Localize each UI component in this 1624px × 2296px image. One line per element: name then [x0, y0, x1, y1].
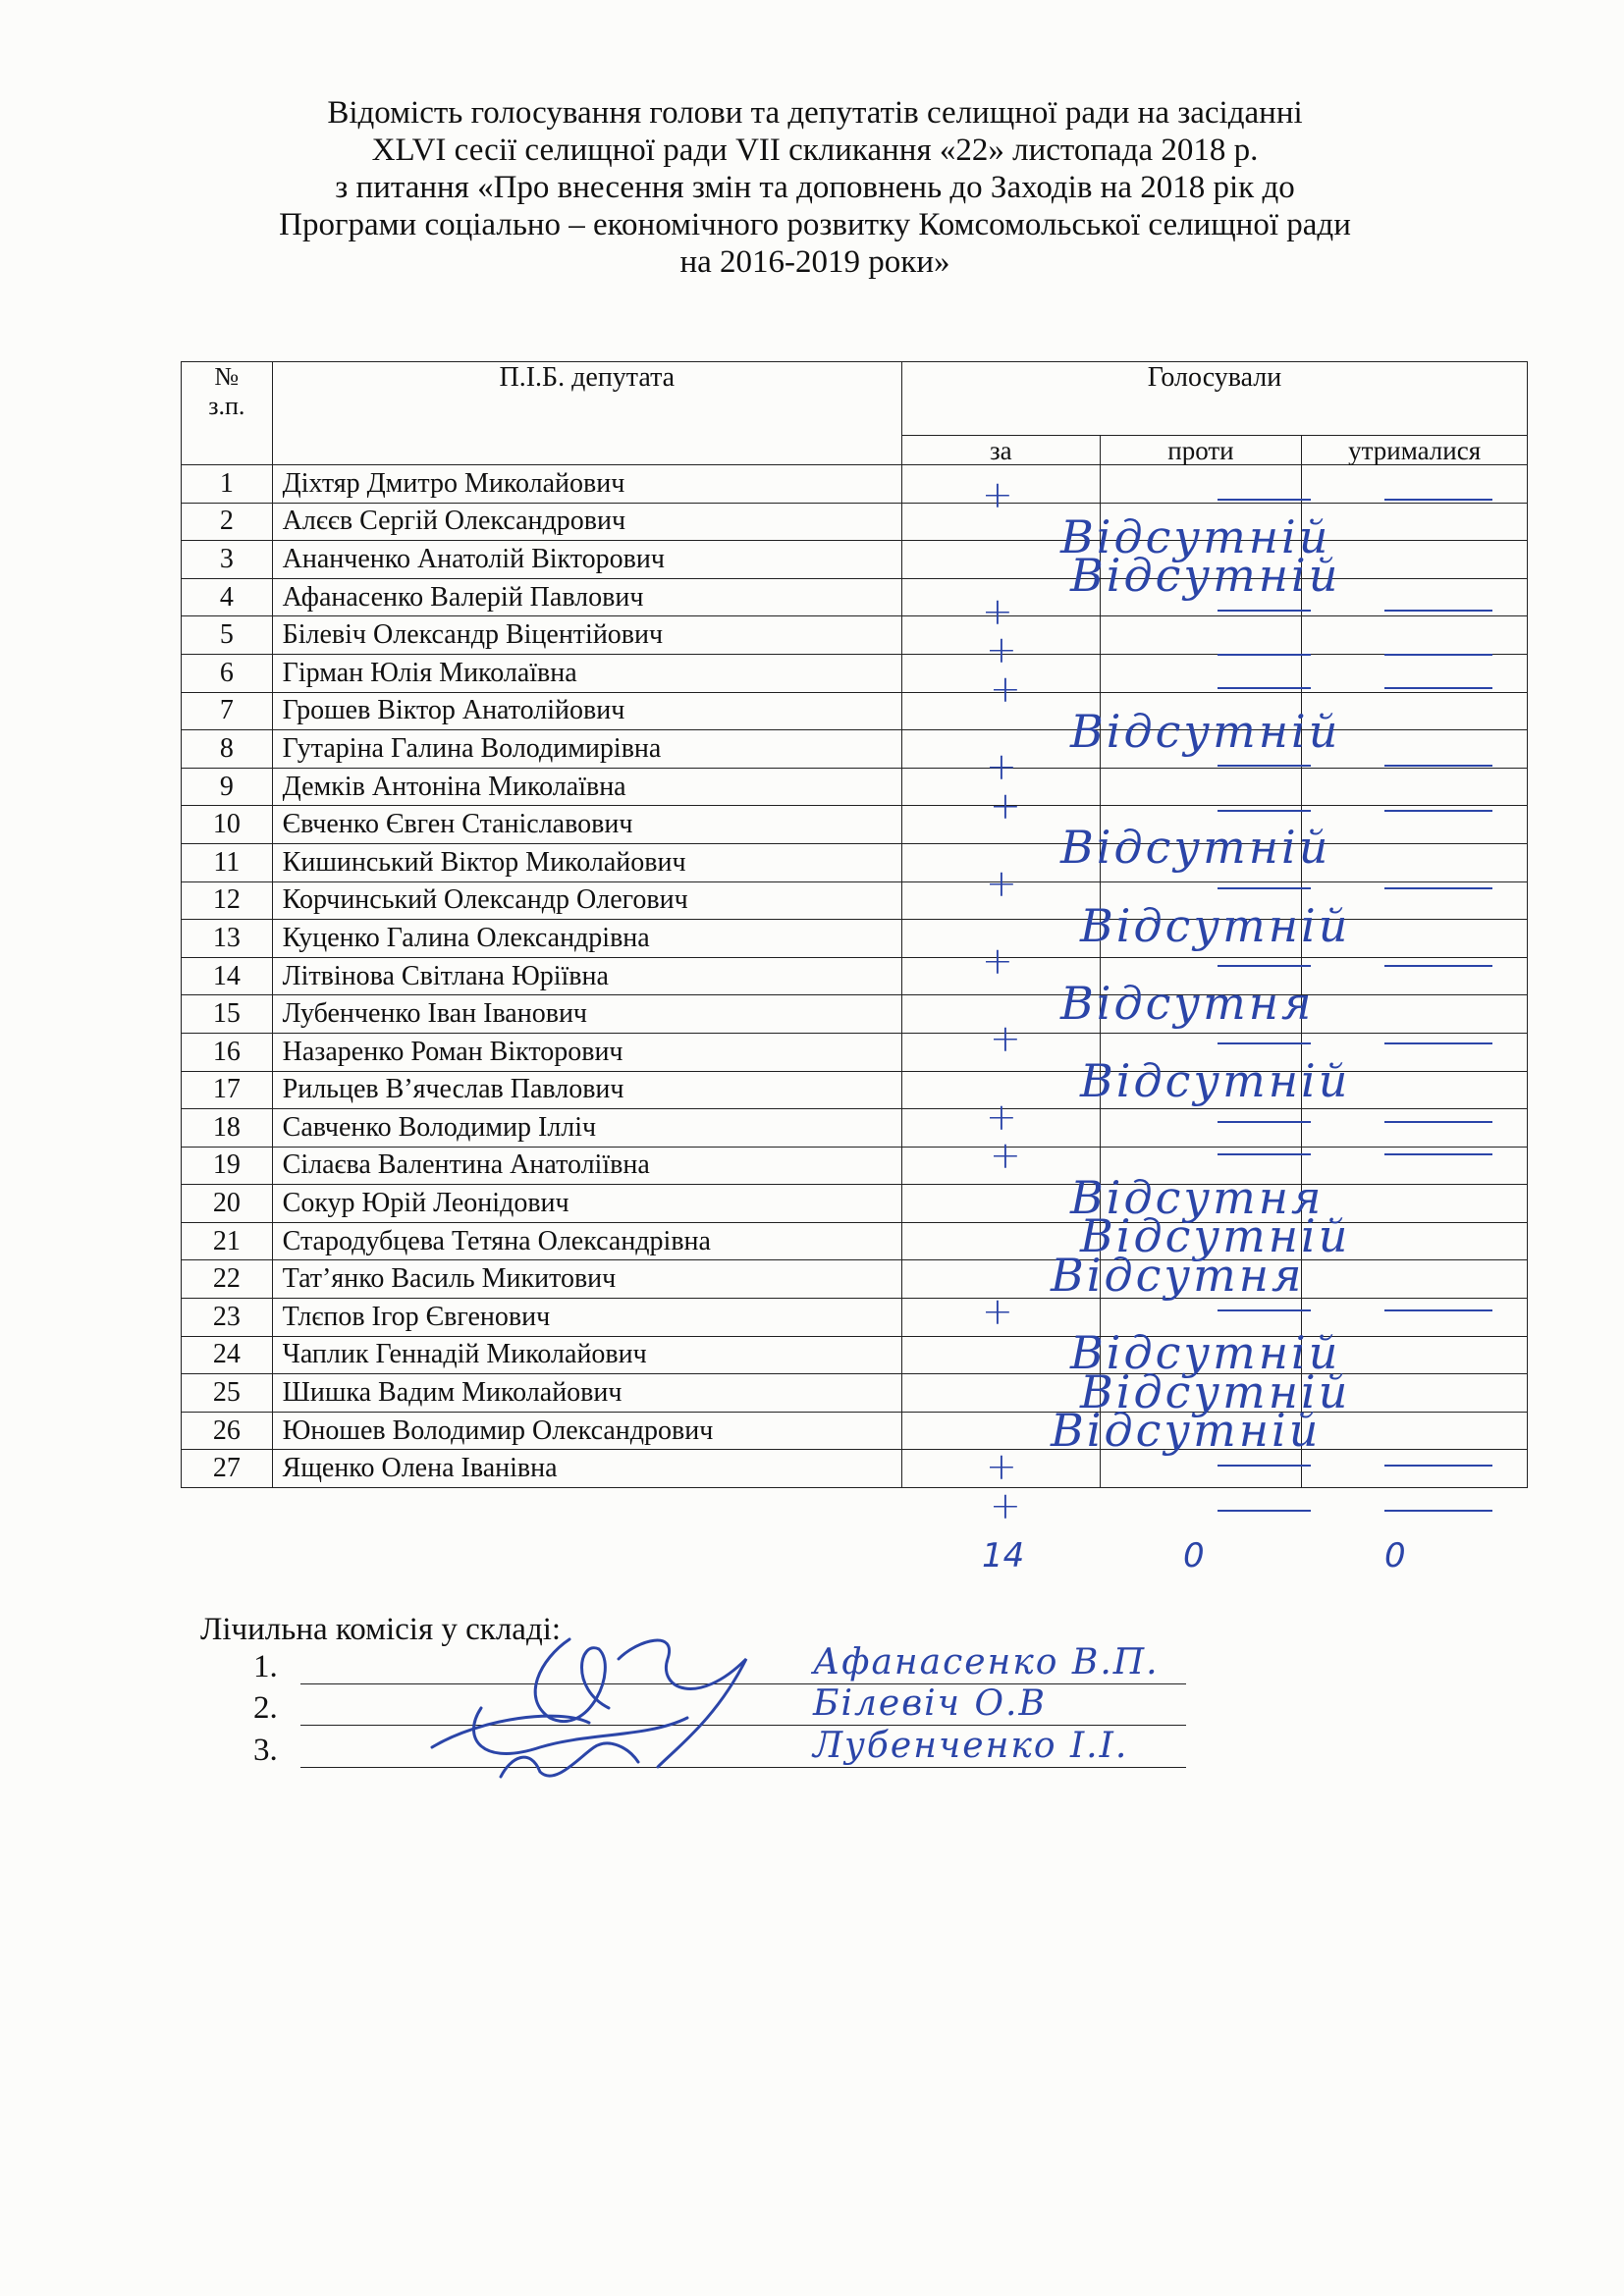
member-name: Лубенченко І.І. — [813, 1726, 1129, 1766]
member-name: Афанасенко В.П. — [813, 1642, 1160, 1682]
row-num: 26 — [182, 1412, 273, 1450]
absent-mark: Відсутній — [1080, 898, 1351, 952]
table-row — [182, 616, 1528, 655]
deputy-name: Ященко Олена Іванівна — [272, 1450, 901, 1488]
plus-mark: + — [990, 1483, 1021, 1527]
deputy-name: Афанасенко Валерій Павлович — [272, 578, 901, 616]
row-num: 11 — [182, 843, 273, 881]
member-num: 1. — [253, 1649, 278, 1684]
dash-mark — [1384, 1153, 1492, 1155]
title-line: на 2016-2019 роки» — [679, 244, 950, 280]
cell-utrymalysia — [1302, 465, 1528, 504]
signatures-drawing — [422, 1600, 795, 1796]
cell-utrymalysia — [1302, 503, 1528, 541]
table-row — [182, 957, 1528, 995]
plus-mark: + — [986, 1095, 1017, 1139]
dash-mark — [1384, 810, 1492, 812]
dash-mark — [1218, 965, 1311, 967]
row-num: 6 — [182, 654, 273, 692]
deputy-name: Гірман Юлія Миколаївна — [272, 654, 901, 692]
row-num: 9 — [182, 768, 273, 806]
plus-mark: + — [986, 745, 1017, 789]
dash-mark — [1384, 965, 1492, 967]
dash-mark — [1384, 499, 1492, 501]
deputy-name: Шишка Вадим Миколайович — [272, 1374, 901, 1413]
deputy-name: Тлєпов Ігор Євгенович — [272, 1299, 901, 1337]
cell-proty — [1100, 465, 1302, 504]
title-line: Відомість голосування голови та депутатів селищної ради на засіданні — [327, 95, 1303, 131]
plus-mark: + — [982, 473, 1013, 516]
row-num: 12 — [182, 881, 273, 920]
cell-utrymalysia — [1302, 1109, 1528, 1148]
dash-mark — [1384, 687, 1492, 689]
deputy-name: Назаренко Роман Вікторович — [272, 1033, 901, 1071]
dash-mark — [1384, 610, 1492, 612]
absent-mark: Відсутній — [1070, 1326, 1341, 1380]
absent-mark: Відсутня — [1060, 976, 1315, 1030]
absent-mark: Відсутній — [1051, 1404, 1322, 1458]
table-row — [182, 1109, 1528, 1148]
document-title — [147, 94, 1483, 281]
cell-utrymalysia — [1302, 843, 1528, 881]
dash-mark — [1384, 654, 1492, 656]
row-num: 16 — [182, 1033, 273, 1071]
table-row — [182, 995, 1528, 1034]
deputy-name: Савченко Володимир Ілліч — [272, 1109, 901, 1148]
dash-mark — [1218, 687, 1311, 689]
plus-mark: + — [982, 939, 1013, 984]
header-proty: проти — [1100, 436, 1302, 465]
deputy-name: Сокур Юрій Леонідович — [272, 1185, 901, 1223]
row-num: 3 — [182, 541, 273, 579]
header-name: П.І.Б. депутата — [272, 362, 901, 465]
header-utrymalysia: утрималися — [1302, 436, 1528, 465]
absent-mark: Відсутній — [1060, 821, 1331, 875]
dash-mark — [1384, 765, 1492, 767]
deputy-name: Сілаєва Валентина Анатоліївна — [272, 1147, 901, 1185]
plus-mark: + — [986, 862, 1017, 905]
table-row — [182, 1260, 1528, 1299]
row-num: 1 — [182, 465, 273, 504]
dash-mark — [1218, 1510, 1311, 1512]
absent-mark: Відсутня — [1051, 1249, 1305, 1302]
row-num: 2 — [182, 503, 273, 541]
row-num: 19 — [182, 1147, 273, 1185]
deputy-name: Чаплик Геннадій Миколайович — [272, 1336, 901, 1374]
deputy-name: Тат’янко Василь Микитович — [272, 1260, 901, 1299]
title-line: з питання «Про внесення змін та доповнень до Заходів на 2018 рік до — [335, 170, 1295, 205]
dash-mark — [1218, 499, 1311, 501]
member-num: 3. — [253, 1733, 278, 1768]
total-za: 14 — [982, 1536, 1025, 1575]
absent-mark: Відсутня — [1070, 1170, 1325, 1224]
deputy-name: Євченко Євген Станіславович — [272, 806, 901, 844]
dash-mark — [1218, 1042, 1311, 1044]
plus-mark: + — [990, 783, 1021, 828]
plus-mark: + — [990, 1017, 1021, 1061]
table-row — [182, 465, 1528, 504]
row-num: 24 — [182, 1336, 273, 1374]
absent-mark: Відсутній — [1060, 509, 1331, 563]
dash-mark — [1218, 654, 1311, 656]
title-line: Програми соціально – економічного розвитку Комсомольської селищної ради — [279, 207, 1351, 242]
plus-mark: + — [986, 1445, 1017, 1488]
cell-proty — [1100, 768, 1302, 806]
row-num: 10 — [182, 806, 273, 844]
member-num: 2. — [253, 1690, 278, 1726]
deputy-name: Стародубцева Тетяна Олександрівна — [272, 1222, 901, 1260]
cell-proty — [1100, 1109, 1302, 1148]
row-num: 7 — [182, 692, 273, 730]
deputy-name: Літвінова Світлана Юріївна — [272, 957, 901, 995]
absent-mark: Відсутній — [1080, 1364, 1351, 1418]
dash-mark — [1218, 1465, 1311, 1467]
row-num: 20 — [182, 1185, 273, 1223]
row-num: 18 — [182, 1109, 273, 1148]
plus-mark: + — [990, 1134, 1021, 1178]
header-voted: Голосували — [901, 362, 1527, 436]
header-num: № з.п. — [182, 362, 273, 465]
plus-mark: + — [986, 628, 1017, 672]
deputy-name: Гутаріна Галина Володимирівна — [272, 730, 901, 769]
cell-utrymalysia — [1302, 768, 1528, 806]
dash-mark — [1384, 1042, 1492, 1044]
row-num: 15 — [182, 995, 273, 1034]
cell-utrymalysia — [1302, 1260, 1528, 1299]
row-num: 4 — [182, 578, 273, 616]
cell-proty — [1100, 616, 1302, 655]
dash-mark — [1384, 1510, 1492, 1512]
table-row — [182, 1450, 1528, 1488]
row-num: 13 — [182, 920, 273, 958]
deputy-name: Алєєв Сергій Олександрович — [272, 503, 901, 541]
deputy-name: Діхтяр Дмитро Миколайович — [272, 465, 901, 504]
absent-mark: Відсутній — [1070, 549, 1341, 603]
commission-label: Лічильна комісія у складі: — [200, 1612, 562, 1647]
deputy-name: Грошев Віктор Анатолійович — [272, 692, 901, 730]
cell-utrymalysia — [1302, 957, 1528, 995]
dash-mark — [1218, 1153, 1311, 1155]
deputy-name: Лубенченко Іван Іванович — [272, 995, 901, 1034]
row-num: 8 — [182, 730, 273, 769]
total-utrymalysia: 0 — [1384, 1536, 1406, 1575]
cell-utrymalysia — [1302, 1147, 1528, 1185]
deputy-name: Ананченко Анатолій Вікторович — [272, 541, 901, 579]
plus-mark: + — [982, 1289, 1013, 1333]
row-num: 17 — [182, 1071, 273, 1109]
row-num: 5 — [182, 616, 273, 655]
table-row — [182, 654, 1528, 692]
row-num: 21 — [182, 1222, 273, 1260]
dash-mark — [1218, 1121, 1311, 1123]
cell-utrymalysia — [1302, 616, 1528, 655]
deputy-name: Демків Антоніна Миколаївна — [272, 768, 901, 806]
row-num: 22 — [182, 1260, 273, 1299]
row-num: 25 — [182, 1374, 273, 1413]
absent-mark: Відсутній — [1080, 1209, 1351, 1263]
dash-mark — [1218, 887, 1311, 889]
deputy-name: Рильцев В’ячеслав Павлович — [272, 1071, 901, 1109]
deputy-name: Куценко Галина Олександрівна — [272, 920, 901, 958]
cell-utrymalysia — [1302, 1450, 1528, 1488]
dash-mark — [1218, 765, 1311, 767]
dash-mark — [1384, 1309, 1492, 1311]
title-line: XLVI сесії селищної ради VII скликання «22» листопада 2018 р. — [371, 133, 1259, 168]
dash-mark — [1384, 1465, 1492, 1467]
member-name: Білевіч О.В — [813, 1683, 1047, 1724]
absent-mark: Відсутній — [1070, 704, 1341, 758]
deputy-name: Юношев Володимир Олександрович — [272, 1412, 901, 1450]
deputy-name: Білевіч Олександр Віцентійович — [272, 616, 901, 655]
dash-mark — [1384, 887, 1492, 889]
total-proty: 0 — [1183, 1536, 1205, 1575]
table-row — [182, 768, 1528, 806]
dash-mark — [1218, 1309, 1311, 1311]
dash-mark — [1384, 1121, 1492, 1123]
deputy-name: Кишинський Віктор Миколайович — [272, 843, 901, 881]
row-num: 23 — [182, 1299, 273, 1337]
row-num: 27 — [182, 1450, 273, 1488]
plus-mark: + — [982, 589, 1013, 633]
absent-mark: Відсутній — [1080, 1054, 1351, 1107]
dash-mark — [1218, 810, 1311, 812]
table-row — [182, 1147, 1528, 1185]
deputy-name: Корчинський Олександр Олегович — [272, 881, 901, 920]
header-za: за — [901, 436, 1100, 465]
plus-mark: + — [990, 667, 1021, 711]
row-num: 14 — [182, 957, 273, 995]
dash-mark — [1218, 610, 1311, 612]
cell-utrymalysia — [1302, 995, 1528, 1034]
